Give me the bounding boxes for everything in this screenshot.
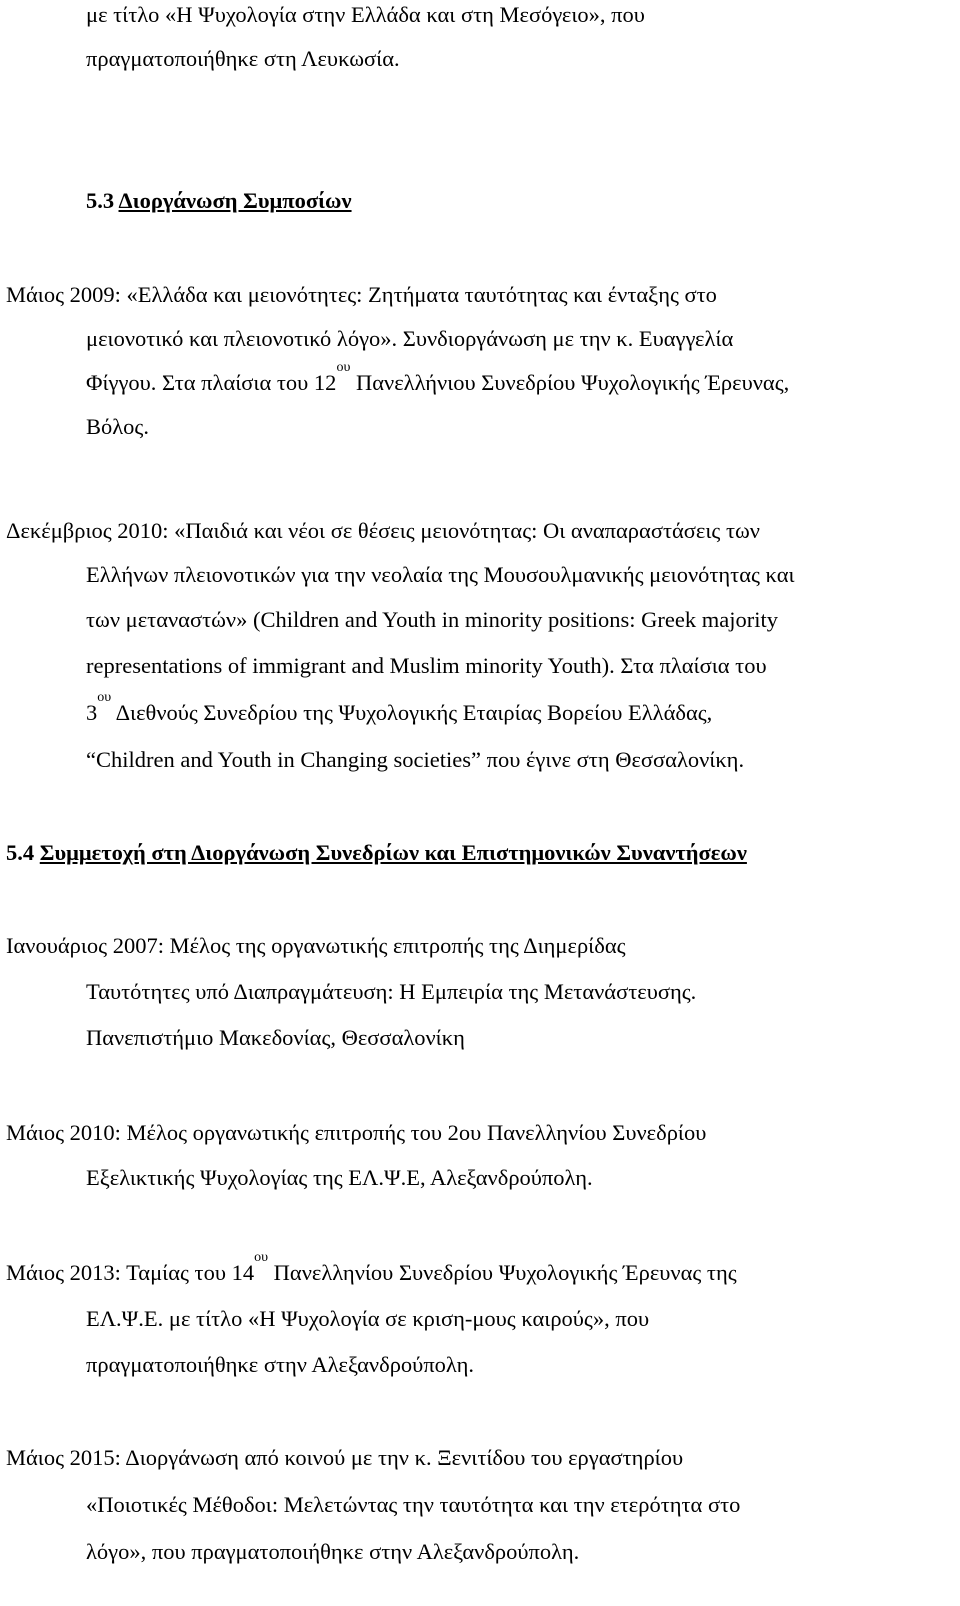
entry-2010-line-5-pre: 3 xyxy=(86,700,98,725)
entry-2013-line-3: πραγματοποιήθηκε στην Αλεξανδρούπολη. xyxy=(86,1352,475,1377)
entry-2010b-line-2: Εξελικτικής Ψυχολογίας της ΕΛ.Ψ.Ε, Αλεξανδρούπολη. xyxy=(86,1165,593,1190)
entry-2013-line-1-post: Πανελληνίου Συνεδρίου Ψυχολογικής Έρευνας της xyxy=(268,1260,737,1285)
entry-2007-line-3: Πανεπιστήμιο Μακεδονίας, Θεσσαλονίκη xyxy=(86,1025,465,1050)
entry-2010-line-3: των μεταναστών» (Children and Youth in minority positions: Greek majority xyxy=(86,607,778,632)
entry-2013-ordinal-suffix: ου xyxy=(254,1250,269,1265)
entry-2010-line-1: Δεκέμβριος 2010: «Παιδιά και νέοι σε θέσεις μειονότητας: Οι αναπαραστάσεις των xyxy=(6,518,760,543)
section-5-3-number: 5.3 xyxy=(86,188,115,213)
section-5-4-title: Συμμετοχή στη Διοργάνωση Συνεδρίων και Επιστημονικών Συναντήσεων xyxy=(39,840,747,865)
entry-2009-line-1: Μάιος 2009: «Ελλάδα και μειονότητες: Ζητήματα ταυτότητας και ένταξης στο xyxy=(6,282,717,307)
entry-2013-line-1 xyxy=(6,1250,737,1285)
entry-2015-line-3: λόγο», που πραγματοποιήθηκε στην Αλεξανδρούπολη. xyxy=(86,1539,580,1564)
entry-2015-line-1: Μάιος 2015: Διοργάνωση από κοινού με την κ. Ξενιτίδου του εργαστηρίου xyxy=(6,1445,684,1470)
entry-2010-ordinal-suffix: ου xyxy=(97,690,112,705)
entry-2009-ordinal-suffix: ου xyxy=(336,360,351,375)
entry-2009-line-4: Βόλος. xyxy=(86,414,149,439)
section-5-4-heading xyxy=(6,842,747,865)
section-5-4-number: 5.4 xyxy=(6,840,35,865)
entry-2007-line-2: Ταυτότητες υπό Διαπραγμάτευση: Η Εμπειρία της Μετανάστευσης. xyxy=(86,979,697,1004)
entry-2009-line-3-pre: Φίγγου. Στα πλαίσια του 12 xyxy=(86,370,337,395)
entry-2010-line-6: “Children and Youth in Changing societies” που έγινε στη Θεσσαλονίκη. xyxy=(86,747,745,772)
entry-2010-line-2: Ελλήνων πλειονοτικών για την νεολαία της Μουσουλμανικής μειονότητας και xyxy=(86,562,795,587)
entry-2007-line-1: Ιανουάριος 2007: Μέλος της οργανωτικής επιτροπής της Διημερίδας xyxy=(6,933,626,958)
section-5-3-title: Διοργάνωση Συμποσίων xyxy=(118,188,352,213)
entry-2009-line-2: μειονοτικό και πλειονοτικό λόγο». Συνδιοργάνωση με την κ. Ευαγγελία xyxy=(86,326,734,351)
entry-2009-line-3 xyxy=(86,360,790,395)
entry-2009-line-3-post: Πανελλήνιου Συνεδρίου Ψυχολογικής Έρευνας, xyxy=(350,370,790,395)
entry-2015-line-2: «Ποιοτικές Μέθοδοι: Μελετώντας την ταυτότητα και την ετερότητα στο xyxy=(86,1492,741,1517)
entry-2010-line-5 xyxy=(86,690,713,725)
entry-2010-line-5-post: Διεθνούς Συνεδρίου της Ψυχολογικής Εταιρίας Βορείου Ελλάδας, xyxy=(111,700,713,725)
entry-2010b-line-1: Μάιος 2010: Μέλος οργανωτικής επιτροπής του 2ου Πανελληνίου Συνεδρίου xyxy=(6,1120,707,1145)
entry-2013-line-1-pre: Μάιος 2013: Ταμίας του 14 xyxy=(6,1260,255,1285)
entry-2010-line-4: representations of immigrant and Muslim minority Youth). Στα πλαίσια του xyxy=(86,653,767,678)
entry-2013-line-2: ΕΛ.Ψ.Ε. με τίτλο «Η Ψυχολογία σε κριση-μους καιρούς», που xyxy=(86,1306,650,1331)
section-5-3-heading xyxy=(86,190,352,213)
intro-line-2: πραγματοποιήθηκε στη Λευκωσία. xyxy=(86,46,400,71)
intro-line-1: με τίτλο «Η Ψυχολογία στην Ελλάδα και στη Μεσόγειο», που xyxy=(86,2,645,27)
